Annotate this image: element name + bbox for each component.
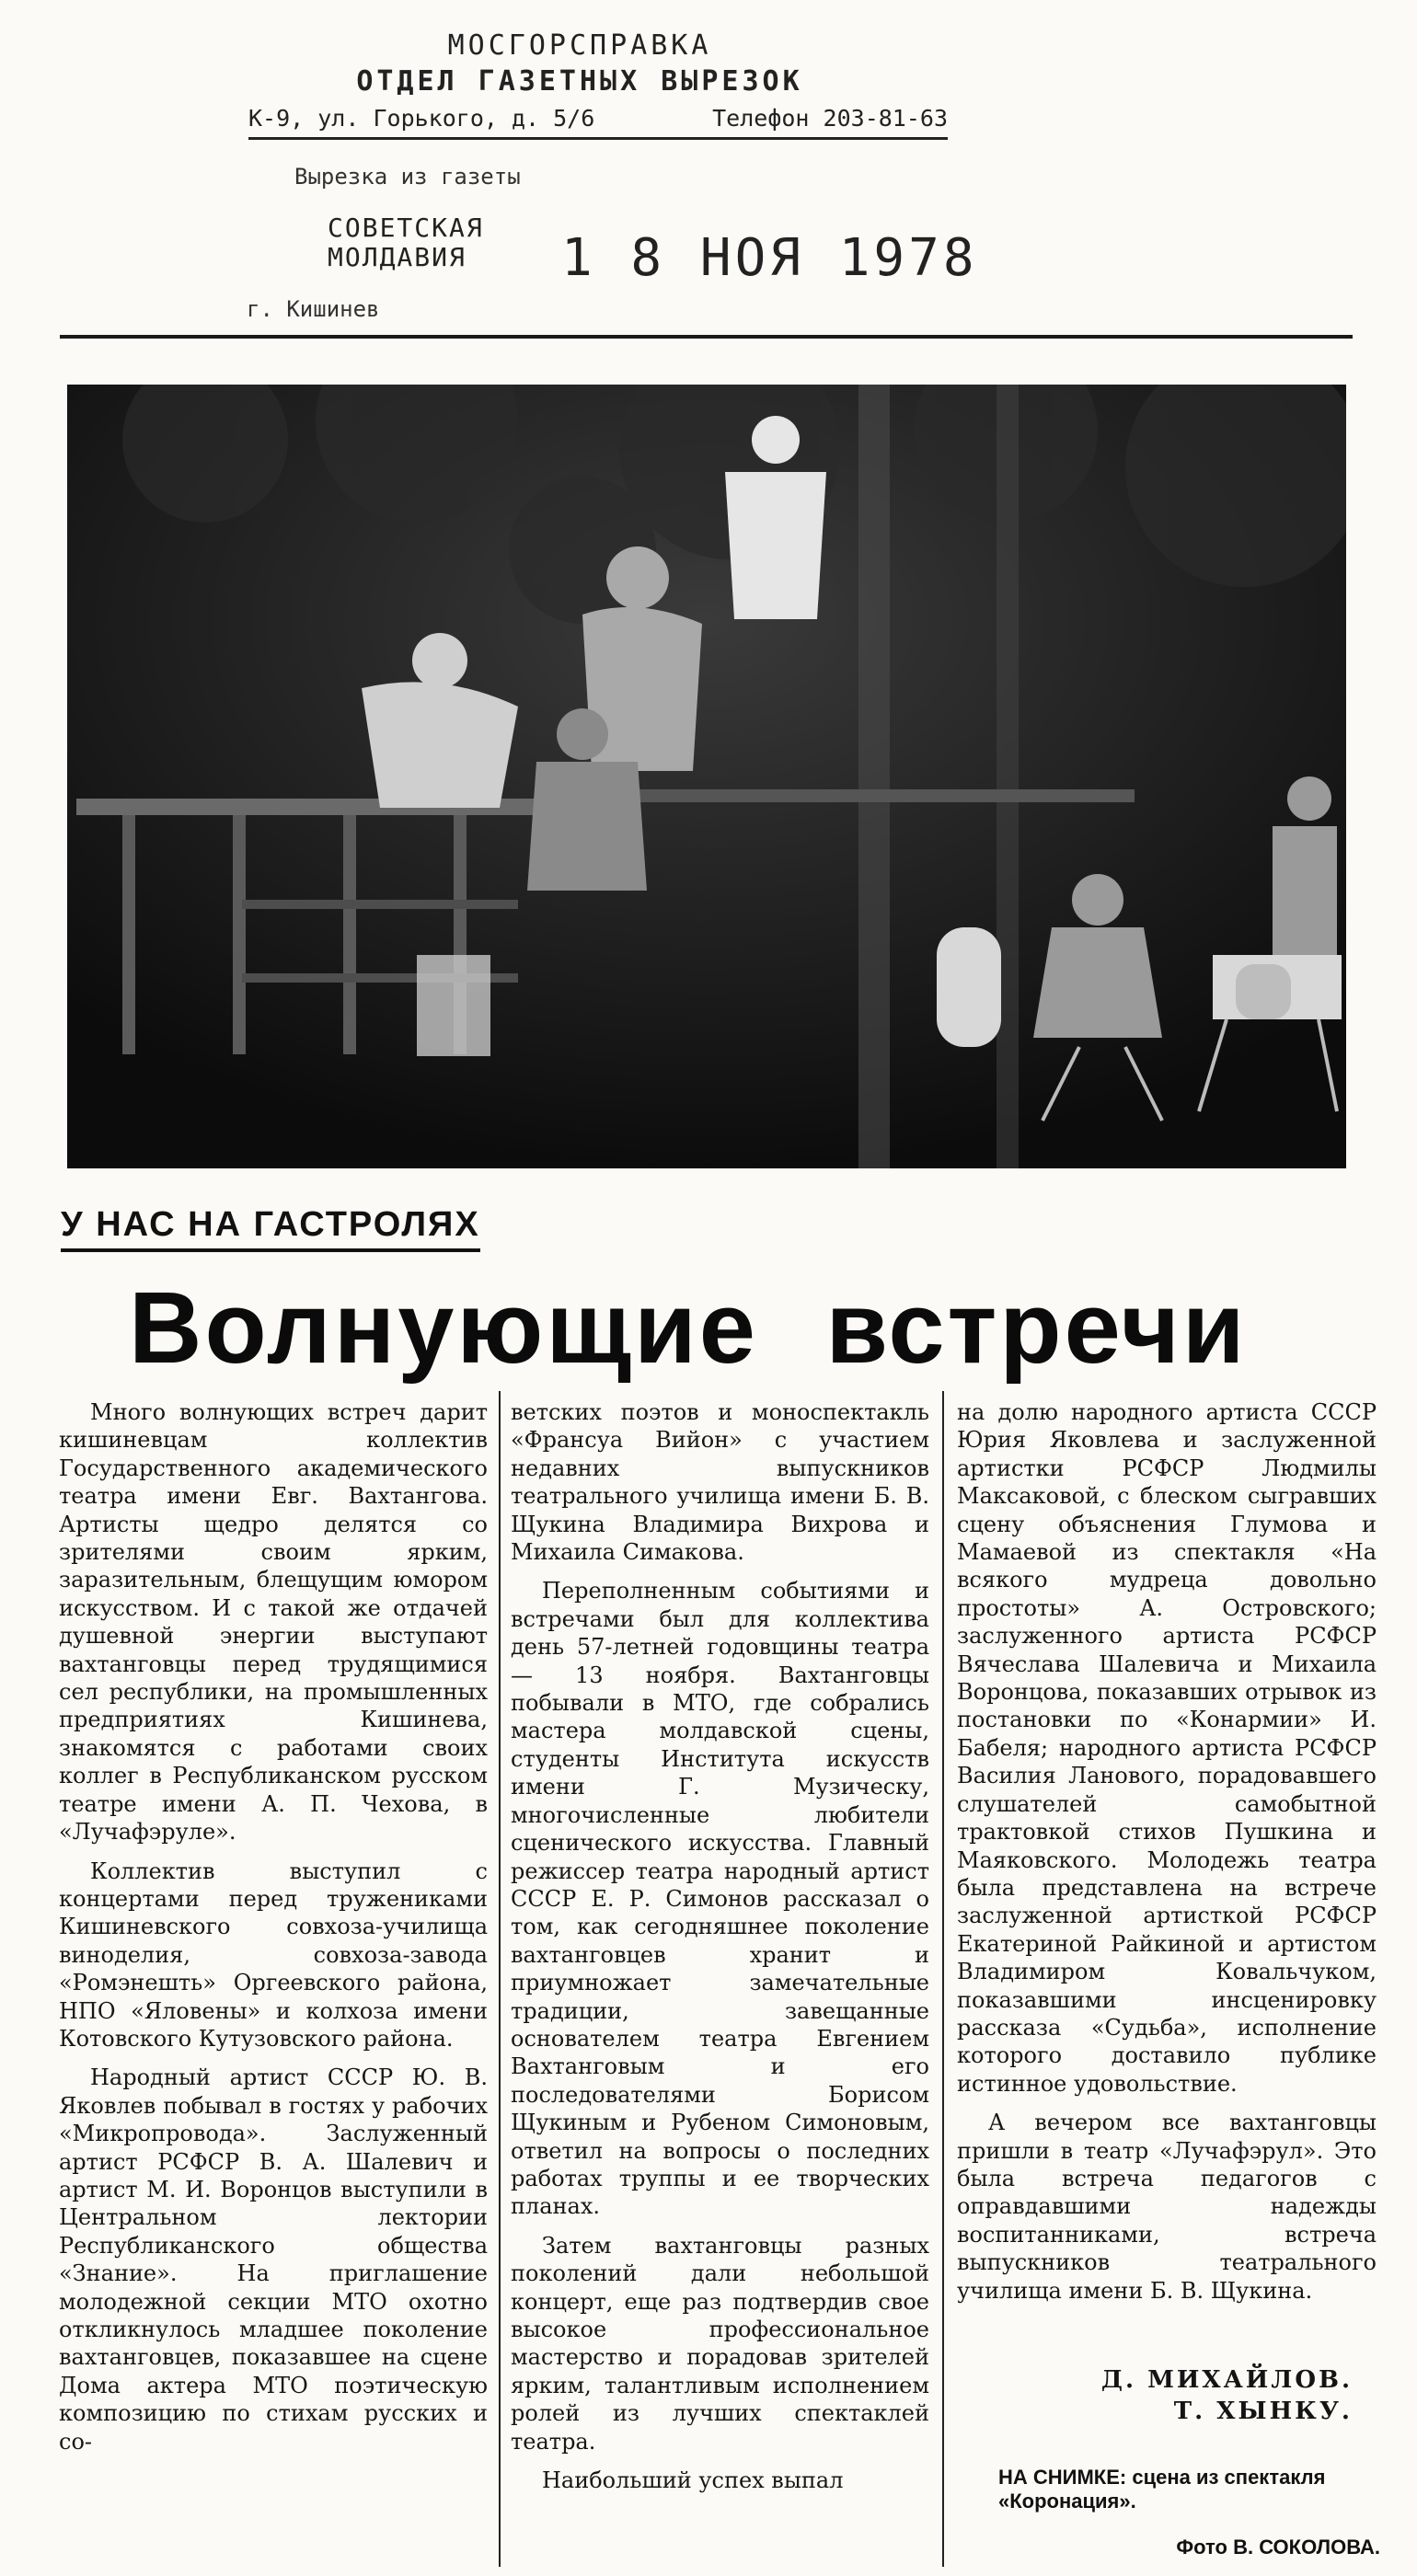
stage-photo [67,385,1346,1168]
paragraph: А вечером все вахтанговцы пришли в театр «Лучафэрул». Это была встреча педагогов с оправдавшими надежды воспитанниками, встреча выпускников театрального училища имени Б. В. Щукина. [957,2110,1377,2304]
bureau-address: К-9, ул. Горького, д. 5/6 [248,105,595,132]
column-divider [499,1391,501,2567]
paragraph: Переполненным событиями и встречами был для коллектива день 57-летней годовщины театра — 13 ноября. Вахтанговцы побывали в МТО, где собрались мастера молдавской сцены, студенты Института искусств имени Г. Музическу, многочисленные любители сценического искусства. Главный режиссер театра народный артист СССР Е. Р. Симонов рассказал о том, как сегодняшнее поколение вахтанговцев хранит и приумножает замечательные традиции, завещанные основателем театра Евгением Вахтанговым и его последователями Борисом Щукиным и Рубеном Симоновым, ответил на вопросы о последних работах труппы и ее творческих планах. [511,1578,929,2220]
author-signature: Д. МИХАЙЛОВ. [1100,2366,1353,2394]
bureau-name: МОСГОРСПРАВКА [447,29,712,62]
paragraph: на долю народного артиста СССР Юрия Яковлева и заслуженной артистки РСФСР Людмилы Максаковой, с блеском сыгравших сцену объяснения Глумова и Мамаевой из спектакля «На всякого мудреца довольно простоты» А. Островского; заслуженного артиста РСФСР Вячеслава Шалевича и Михаила Воронцова, показавших отрывок из постановки по «Конармии» И. Бабеля; народного артиста РСФСР Василия Ланового, порадовавшего слушателей самобытной трактовкой стихов Пушкина и Маяковского. Молодежь театра была представлена на встрече заслуженной артисткой РСФСР Екатериной Райкиной и артистом Владимиром Ковальчуком, показавшими инсценировку рассказа «Судьба», исполнение которого доставило публике истинное удовольствие. [957,1399,1377,2097]
paragraph: Коллектив выступил с концертами перед тружениками Кишиневского совхоза-училища виноделия, совхоза-завода «Ромэнешть» Оргеевского района, НПО «Яловены» и колхоза имени Котовского Кутузовского района. [59,1857,488,2052]
paragraph: Затем вахтанговцы разных поколений дали небольшой концерт, еще раз подтвердив свое высокое профессиональное мастерство и порадовав зрителей ярким, талантливым исполнением ролей из лучших спектаклей театра. [511,2232,929,2455]
bureau-department: ОТДЕЛ ГАЗЕТНЫХ ВЫРЕЗОК [356,65,803,98]
clipping-source-label: Вырезка из газеты [294,164,521,190]
article-column-2 [511,1398,929,2494]
bureau-contacts [248,105,948,140]
paragraph: ветских поэтов и моноспектакль «Франсуа Вийон» с участием недавних выпускников театрального училища имени Б. В. Щукина Владимира Вихрова и Михаила Симакова. [511,1399,929,1566]
author-signature: Т. ХЫНКУ. [1173,2398,1353,2425]
newspaper-name-line2: МОЛДАВИЯ [328,242,467,272]
stage-photo-drawing [67,385,1346,1168]
column-divider [942,1391,944,2567]
newspaper-name [328,213,484,272]
photo-credit: Фото В. СОКОЛОВА. [1176,2536,1380,2559]
article-column-1 [59,1398,488,2455]
newspaper-name-line1: СОВЕТСКАЯ [328,213,484,243]
issue-date: 1 8 НОЯ 1978 [561,228,978,288]
article-rubric: У НАС НА ГАСТРОЛЯХ [61,1205,480,1252]
article-headline: Волнующие встречи [129,1271,1248,1385]
paragraph: Много волнующих встреч дарит кишиневцам коллектив Государственного академического театра имени Евг. Вахтангова. Артисты щедро делятся со зрителями своим ярким, заразительным, блещущим юмором искусством. И с такой же отдачей душевной энергии выступают вахтанговцы перед трудящимися сел республики, на промышленных предприятиях Кишинева, знакомятся с работами своих коллег в Республиканском русском театре имени А. П. Чехова, в «Лучафэруле». [59,1399,488,1846]
issue-city: г. Кишинев [247,296,380,322]
clipping-bureau-stamp [248,29,948,132]
photo-caption: НА СНИМКЕ: сцена из спектакля «Коронация». [998,2466,1326,2513]
paragraph: Наибольший успех выпал [542,2467,844,2494]
paragraph: Народный артист СССР Ю. В. Яковлев побывал в гостях у рабочих «Микропровода». Заслуженный артист РСФСР В. А. Шалевич и артист М. И. Воронцов выступили в Центральном лектории Республиканского общества «Знание». На приглашение молодежной секции МТО охотно откликнулось младшее поколение вахтанговцев, показавшее на сцене Дома актера МТО поэтическую композицию по стихам русских и со- [59,2064,488,2455]
article-column-3 [957,1398,1377,2305]
bureau-phone: Телефон 203-81-63 [712,105,948,132]
header-rule [60,335,1353,339]
